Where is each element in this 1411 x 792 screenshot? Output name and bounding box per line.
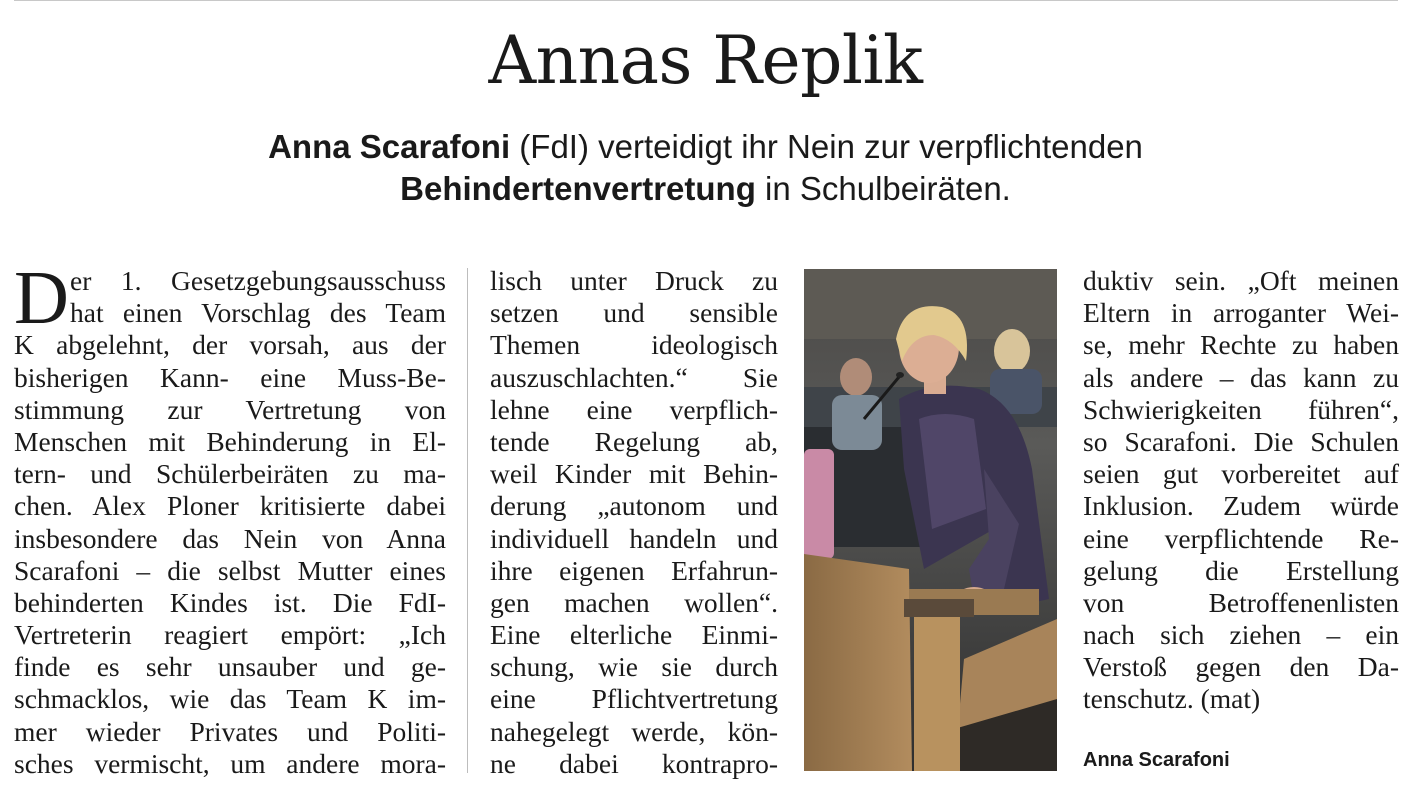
subhead-line-2 [0, 168, 1411, 210]
text-line: finde es sehr unsauber und ge- [14, 651, 446, 683]
text-line: hat einen Vorschlag des Team [70, 297, 446, 329]
text-line: als andere – das kann zu [1083, 361, 1399, 393]
text-line: tende Regelung ab, [490, 425, 778, 457]
headline: Annas Replik [488, 22, 923, 99]
text-line: auszuschlachten.“ Sie [490, 361, 778, 393]
top-rule [14, 0, 1398, 1]
text-line: Verstoß gegen den Da- [1083, 651, 1399, 683]
column-divider [467, 268, 468, 773]
text-line: ihre eigenen Erfahrun- [490, 554, 778, 586]
text-line: weil Kinder mit Behin- [490, 458, 778, 490]
text-line: Scarafoni – die selbst Mutter eines [14, 554, 446, 586]
text-line: stimmung zur Vertretung von [14, 393, 446, 425]
text-line: insbesondere das Nein von Anna [14, 522, 446, 554]
text-line: gelung die Erstellung [1083, 554, 1399, 586]
text-line: von Betroffenenlisten [1083, 586, 1399, 618]
subhead [0, 126, 1411, 210]
text-line: nahegelegt werde, kön- [490, 715, 778, 747]
text-line: Menschen mit Behinderung in El- [14, 425, 446, 457]
text-line: Schwierigkeiten führen“, [1083, 393, 1399, 425]
column-2-lines [490, 265, 778, 780]
text-line: nach sich ziehen – ein [1083, 619, 1399, 651]
text-line: Themen ideologisch [490, 329, 778, 361]
text-line: tern- und Schülerbeiräten zu ma- [14, 458, 446, 490]
text-line: Vertreterin reagiert empört: „Ich [14, 619, 446, 651]
text-line: mer wieder Privates und Politi- [14, 715, 446, 747]
column-1-lines [14, 256, 446, 780]
text-line: individuell handeln und [490, 522, 778, 554]
text-line: er 1. Gesetzgebungsausschuss [70, 265, 446, 296]
text-line: so Scarafoni. Die Schulen [1083, 425, 1399, 457]
subhead-topic: Behindertenvertretung [400, 170, 756, 207]
text-line: eine Pflichtvertretung [490, 683, 778, 715]
subhead-name: Anna Scarafoni [268, 128, 511, 165]
speaker-photo [804, 269, 1057, 771]
text-line: eine verpflichtende Re- [1083, 522, 1399, 554]
text-line: lehne eine verpflich- [490, 393, 778, 425]
text-line: Eltern in arroganter Wei- [1083, 297, 1399, 329]
text-line: se, mehr Rechte zu haben [1083, 329, 1399, 361]
text-line: K abgelehnt, der vorsah, aus der [14, 329, 446, 361]
text-line: schung, wie sie durch [490, 651, 778, 683]
text-line: schmacklos, wie das Team K im- [14, 683, 446, 715]
text-line: ne dabei kontrapro- [490, 747, 778, 779]
subhead-text-1: (FdI) verteidigt ihr Nein zur verpflichtenden [510, 128, 1143, 165]
text-line: setzen und sensible [490, 297, 778, 329]
photo-caption: Anna Scarafoni [1083, 749, 1230, 771]
speaker-photo-image [804, 269, 1057, 771]
text-line: derung „autonom und [490, 490, 778, 522]
text-line: gen machen wollen“. [490, 586, 778, 618]
text-line: chen. Alex Ploner kritisierte dabei [14, 490, 446, 522]
text-line: behinderten Kindes ist. Die FdI- [14, 586, 446, 618]
drop-cap: D [14, 256, 69, 340]
text-line: sches vermischt, um andere mora- [14, 747, 446, 779]
text-line: bisherigen Kann- eine Muss-Be- [14, 361, 446, 393]
subhead-text-2: in Schulbeiräten. [755, 170, 1011, 207]
article-column-3 [1083, 265, 1399, 716]
text-line: Inklusion. Zudem würde [1083, 490, 1399, 522]
text-line: Eine elterliche Einmi- [490, 619, 778, 651]
article-column-2 [490, 265, 778, 780]
text-line: seien gut vorbereitet auf [1083, 458, 1399, 490]
text-line: lisch unter Druck zu [490, 265, 778, 296]
text-line: tenschutz. (mat) [1083, 683, 1261, 715]
text-line: duktiv sein. „Oft meinen [1083, 265, 1399, 296]
column-3-lines [1083, 265, 1399, 716]
subhead-line-1 [0, 126, 1411, 168]
article-column-1 [14, 256, 446, 780]
